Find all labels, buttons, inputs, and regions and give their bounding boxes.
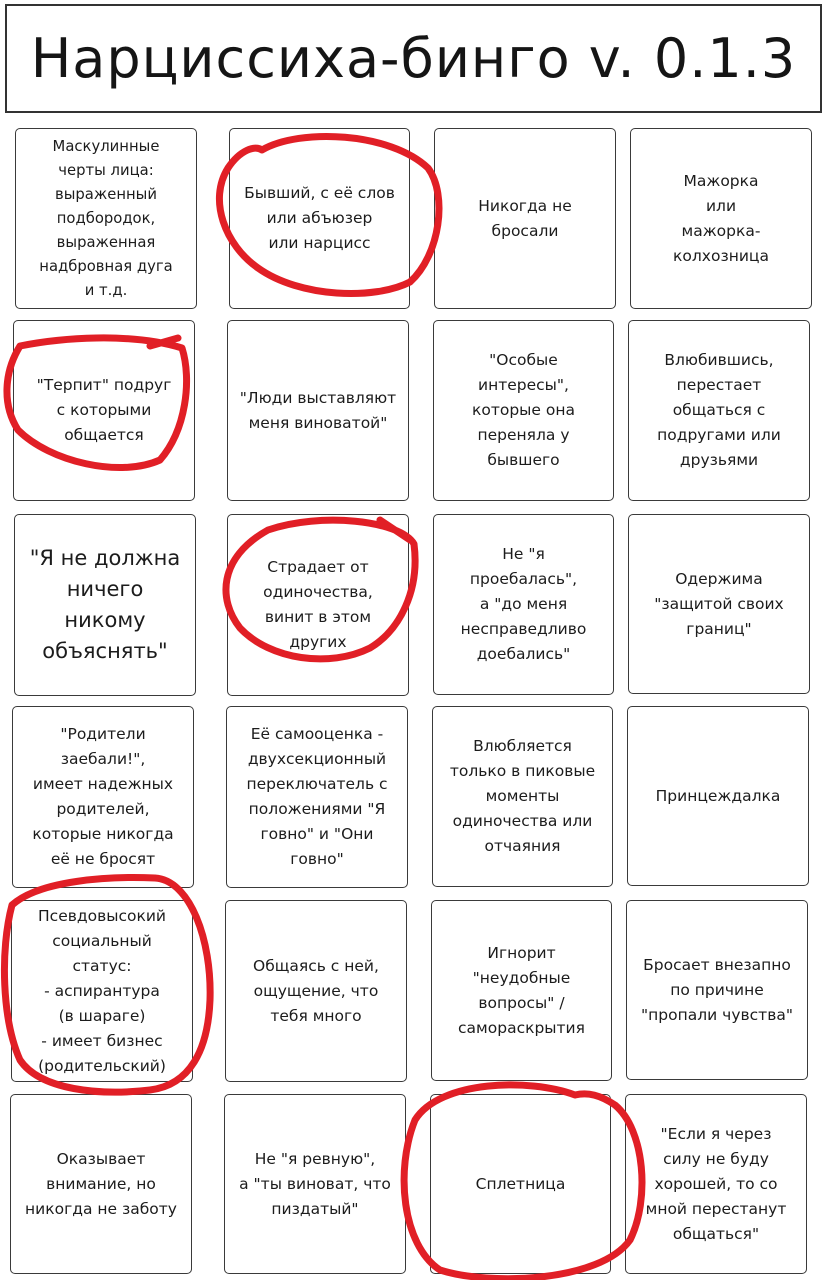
bingo-cell-24[interactable] <box>625 1094 807 1274</box>
cell-label: Её самооценка - двухсекционный переключатель с положениями "Я говно" и "Они говно" <box>246 725 388 868</box>
bingo-cell-5[interactable] <box>13 320 195 501</box>
cell-label: "Люди выставляют меня виноватой" <box>239 388 397 432</box>
cell-label: Мажорка или мажорка- колхозница <box>673 171 769 265</box>
bingo-cell-20[interactable] <box>626 900 808 1080</box>
bingo-cell-15[interactable] <box>432 706 613 887</box>
bingo-cell-16[interactable] <box>627 706 809 886</box>
bingo-cell-12[interactable] <box>628 514 810 694</box>
cell-label: "Родители заебали!", имеет надежных родителей, которые никогда её не бросят <box>32 725 174 868</box>
page-title: Нарциссиха-бинго v. 0.1.3 <box>30 27 797 90</box>
bingo-cell-11[interactable] <box>433 514 614 695</box>
cell-label: "Если я через силу не буду хорошей, то со мной перестанут общаться" <box>645 1124 787 1243</box>
cell-label: Страдает от одиночества, винит в этом других <box>263 558 373 651</box>
bingo-cell-14[interactable] <box>226 706 408 888</box>
bingo-cell-3[interactable] <box>434 128 616 309</box>
cell-label: "Особые интересы", которые она переняла у бывшего <box>471 351 575 469</box>
bingo-cell-21[interactable] <box>10 1094 192 1274</box>
cell-label: Принцеждалка <box>655 786 781 805</box>
cell-label: Сплетница <box>475 1174 566 1193</box>
bingo-cell-9[interactable] <box>14 514 196 696</box>
bingo-cell-19[interactable] <box>431 900 612 1081</box>
bingo-cell-22[interactable] <box>224 1094 406 1274</box>
cell-label: Не "я проебалась", а "до меня несправедливо доебались" <box>460 545 587 663</box>
cell-label: Псевдовысокий социальный статус: - аспирантура (в шараге) - имеет бизнес (родительский) <box>38 906 166 1075</box>
bingo-cell-6[interactable] <box>227 320 409 501</box>
cell-label: Влюбляется только в пиковые моменты одиночества или отчаяния <box>449 737 596 855</box>
cell-label: "Я не должна ничего никому объяснять" <box>29 546 181 663</box>
bingo-cell-4[interactable] <box>630 128 812 309</box>
cell-label: Общаясь с ней, ощущение, что тебя много <box>253 956 379 1025</box>
bingo-cell-18[interactable] <box>225 900 407 1082</box>
bingo-cell-13[interactable] <box>12 706 194 888</box>
bingo-cell-2[interactable] <box>229 128 410 309</box>
cell-label: "Терпит" подруг с которыми общается <box>36 376 172 444</box>
cell-label: Не "я ревную", а "ты виноват, что пиздатый" <box>239 1149 391 1218</box>
bingo-cell-23[interactable] <box>430 1094 611 1274</box>
cell-label: Бросает внезапно по причине "пропали чувства" <box>641 955 793 1024</box>
cell-label: Игнорит "неудобные вопросы" / самораскрытия <box>458 943 585 1037</box>
cell-label: Одержима "защитой своих границ" <box>654 569 784 638</box>
bingo-cell-17[interactable] <box>11 900 193 1082</box>
cell-label: Оказывает внимание, но никогда не заботу <box>25 1149 177 1218</box>
cell-label: Бывший, с её слов или абъюзер или нарцисс <box>244 184 395 252</box>
cell-label: Влюбившись, перестает общаться с подругами или друзьями <box>657 351 781 469</box>
bingo-cell-8[interactable] <box>628 320 810 501</box>
cell-label: Никогда не бросали <box>478 196 572 240</box>
bingo-cell-1[interactable] <box>15 128 197 309</box>
bingo-cell-7[interactable] <box>433 320 614 501</box>
bingo-cell-10[interactable] <box>227 514 409 696</box>
cell-label: Маскулинные черты лица: выраженный подбородок, выраженная надбровная дуга и т.д. <box>39 137 173 299</box>
